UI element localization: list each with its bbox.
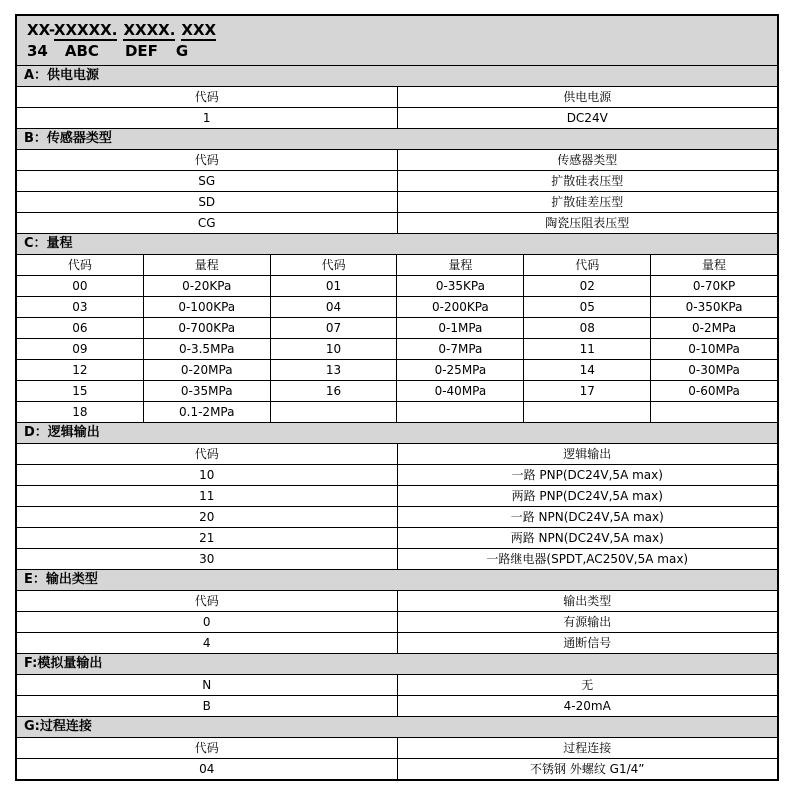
table-cell: 11 (199, 489, 215, 503)
table-cell: B (202, 699, 211, 713)
table-cell: 0-40MPa (396, 381, 523, 401)
table-row (17, 737, 777, 758)
section-d-rows (17, 443, 777, 569)
table-cell (396, 402, 523, 422)
code-prefix: XX- (27, 21, 54, 39)
table-cell: 0-60MPa (650, 381, 777, 401)
table-cell: 扩散硅差压型 (397, 192, 778, 212)
table-row (17, 632, 777, 653)
table-row (17, 506, 777, 527)
table-row (17, 380, 777, 401)
table-cell: 量程 (396, 255, 523, 275)
table-cell: 03 (72, 300, 88, 314)
table-cell (650, 402, 777, 422)
section-g-rows (17, 737, 777, 779)
table-cell: 09 (72, 342, 88, 356)
table-row (17, 254, 777, 275)
code-segment-2: XXXX. (123, 21, 176, 39)
table-cell: 无 (397, 675, 778, 695)
table-cell: 过程连接 (397, 738, 778, 758)
table-cell: 0-100KPa (143, 297, 270, 317)
table-row (17, 275, 777, 296)
table-cell: 0-10MPa (650, 339, 777, 359)
table-cell: 0-3.5MPa (143, 339, 270, 359)
table-cell: 16 (270, 381, 397, 401)
table-cell: 04 (199, 762, 215, 776)
table-row (17, 191, 777, 212)
table-cell: 代码 (194, 90, 219, 104)
table-cell: 不锈钢 外螺纹 G1/4” (397, 759, 778, 779)
title-block (17, 16, 777, 65)
spec-sheet (15, 14, 779, 781)
table-cell: 两路 PNP(DC24V,5A max) (397, 486, 778, 506)
section-b-rows (17, 149, 777, 233)
table-row (17, 611, 777, 632)
section-d-header: D：逻辑输出 (17, 422, 777, 443)
table-row (17, 317, 777, 338)
table-cell: 代码 (270, 255, 397, 275)
table-row (17, 359, 777, 380)
section-a-header: A：供电电源 (17, 65, 777, 86)
table-cell: N (202, 678, 212, 692)
table-cell: SG (198, 174, 216, 188)
table-cell: 07 (270, 318, 397, 338)
table-cell (270, 402, 397, 422)
code-segment-3: XXX (181, 21, 217, 39)
section-f-header: F:模拟量输出 (17, 653, 777, 674)
table-row (17, 548, 777, 569)
section-a-rows (17, 86, 777, 128)
table-row (17, 758, 777, 779)
table-cell: 04 (270, 297, 397, 317)
table-row (17, 401, 777, 422)
section-e-rows (17, 590, 777, 653)
table-cell: 代码 (67, 258, 92, 272)
code-segment-1: XXXXX. (53, 21, 118, 39)
table-row (17, 170, 777, 191)
section-e-header: E：输出类型 (17, 569, 777, 590)
model-code-format (27, 20, 777, 41)
table-cell: 01 (270, 276, 397, 296)
table-cell: 4-20mA (397, 696, 778, 716)
table-cell: 通断信号 (397, 633, 778, 653)
table-cell: 代码 (194, 447, 219, 461)
table-cell: 4 (202, 636, 211, 650)
example-part-2: ABC (64, 42, 99, 60)
table-row (17, 527, 777, 548)
table-cell: 10 (270, 339, 397, 359)
table-cell: 两路 NPN(DC24V,5A max) (397, 528, 778, 548)
table-cell: 0-20MPa (143, 360, 270, 380)
table-cell: 10 (199, 468, 215, 482)
table-cell: 20 (199, 510, 215, 524)
table-cell: 13 (270, 360, 397, 380)
table-cell: 05 (523, 297, 650, 317)
table-cell: 一路 PNP(DC24V,5A max) (397, 465, 778, 485)
table-cell: 14 (523, 360, 650, 380)
table-cell: 17 (523, 381, 650, 401)
table-row (17, 464, 777, 485)
table-cell: 一路 NPN(DC24V,5A max) (397, 507, 778, 527)
table-cell: 21 (199, 531, 215, 545)
table-cell: 陶瓷压阻表压型 (397, 213, 778, 233)
table-cell: 量程 (650, 255, 777, 275)
table-row (17, 149, 777, 170)
table-cell: 30 (199, 552, 215, 566)
section-c-header: C：量程 (17, 233, 777, 254)
section-g-header: G:过程连接 (17, 716, 777, 737)
table-row (17, 443, 777, 464)
table-cell: 0-200KPa (396, 297, 523, 317)
table-cell: 传感器类型 (397, 150, 778, 170)
table-cell: 11 (523, 339, 650, 359)
table-cell: 18 (72, 405, 88, 419)
table-cell: 0-350KPa (650, 297, 777, 317)
table-cell (523, 402, 650, 422)
table-row (17, 86, 777, 107)
section-f-rows (17, 674, 777, 716)
table-cell: 0-35MPa (143, 381, 270, 401)
example-part-4: G (175, 42, 189, 60)
table-cell: SD (198, 195, 216, 209)
table-cell: CG (197, 216, 216, 230)
table-cell: 0-700KPa (143, 318, 270, 338)
table-cell: DC24V (397, 108, 778, 128)
table-cell: 0-20KPa (143, 276, 270, 296)
table-cell: 0-2MPa (650, 318, 777, 338)
table-cell: 0-70KP (650, 276, 777, 296)
table-cell: 00 (72, 279, 88, 293)
table-cell: 0 (202, 615, 211, 629)
table-cell: 量程 (143, 255, 270, 275)
table-row (17, 695, 777, 716)
table-row (17, 674, 777, 695)
table-cell: 0-7MPa (396, 339, 523, 359)
example-part-3: DEF (124, 42, 158, 60)
table-row (17, 296, 777, 317)
table-cell: 供电电源 (397, 87, 778, 107)
table-cell: 0-25MPa (396, 360, 523, 380)
table-cell: 06 (72, 321, 88, 335)
table-cell: 代码 (194, 594, 219, 608)
table-cell: 输出类型 (397, 591, 778, 611)
section-b-header: B：传感器类型 (17, 128, 777, 149)
table-cell: 02 (523, 276, 650, 296)
table-cell: 08 (523, 318, 650, 338)
table-cell: 0-30MPa (650, 360, 777, 380)
table-row (17, 590, 777, 611)
table-cell: 代码 (194, 153, 219, 167)
table-cell: 1 (202, 111, 211, 125)
example-part-1: 34 (27, 42, 48, 60)
table-row (17, 485, 777, 506)
table-row (17, 107, 777, 128)
table-cell: 扩散硅表压型 (397, 171, 778, 191)
table-row (17, 338, 777, 359)
table-cell: 0-1MPa (396, 318, 523, 338)
table-cell: 代码 (194, 741, 219, 755)
table-row (17, 212, 777, 233)
table-cell: 一路继电器(SPDT,AC250V,5A max) (397, 549, 778, 569)
section-c-rows (17, 254, 777, 422)
table-cell: 有源输出 (397, 612, 778, 632)
table-cell: 0.1-2MPa (143, 402, 270, 422)
table-cell: 15 (72, 384, 88, 398)
table-cell: 代码 (523, 255, 650, 275)
table-cell: 0-35KPa (396, 276, 523, 296)
model-code-example (27, 41, 777, 62)
table-cell: 逻辑输出 (397, 444, 778, 464)
table-cell: 12 (72, 363, 88, 377)
